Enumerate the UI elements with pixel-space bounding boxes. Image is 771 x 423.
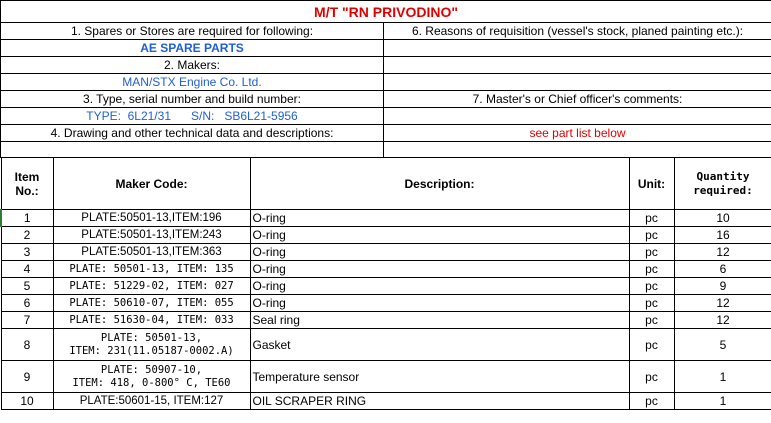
section-6-value: [384, 40, 771, 57]
description: Gasket: [250, 329, 629, 361]
item-no: 9: [1, 361, 53, 393]
table-row: [1, 393, 771, 410]
maker-code-line-2: ITEM: 231(11.05187-0002.A): [69, 344, 234, 357]
section-1-label: 1. Spares or Stores are required for following:: [1, 23, 384, 40]
maker-code: PLATE: 50501-13, ITEM: 135: [53, 261, 250, 278]
item-no: 10: [1, 393, 53, 410]
maker-code: PLATE:50601-15, ITEM:127: [53, 393, 250, 410]
unit: pc: [629, 261, 674, 278]
section-2-label: 2. Makers:: [1, 57, 384, 74]
item-no: 8: [1, 329, 53, 361]
unit: pc: [629, 361, 674, 393]
description: O-ring: [250, 227, 629, 244]
description: O-ring: [250, 278, 629, 295]
maker-code-line-1: PLATE: 50907-10,: [100, 363, 203, 376]
parts-table-header: [1, 158, 771, 210]
description: OIL SCRAPER RING: [250, 393, 629, 410]
section-3-label: 3. Type, serial number and build number:: [1, 91, 384, 108]
item-no: 3: [1, 244, 53, 261]
quantity: 12: [674, 295, 771, 312]
item-no: 5: [1, 278, 53, 295]
unit: pc: [629, 312, 674, 329]
unit: pc: [629, 244, 674, 261]
section-3-value: TYPE: 6L21/31 S/N: SB6L21-5956: [1, 108, 384, 125]
table-row: [1, 227, 771, 244]
section-7-blank: [384, 142, 771, 158]
header-description: Description:: [250, 158, 629, 210]
item-no: 1: [1, 210, 53, 227]
item-no: 4: [1, 261, 53, 278]
table-row: [1, 210, 771, 227]
maker-code: [53, 329, 250, 361]
description: O-ring: [250, 261, 629, 278]
quantity: 1: [674, 361, 771, 393]
section-1-value: AE SPARE PARTS: [1, 40, 384, 57]
table-row: [1, 295, 771, 312]
unit: pc: [629, 295, 674, 312]
section-4-blank: [1, 142, 384, 158]
description: Temperature sensor: [250, 361, 629, 393]
item-no: 7: [1, 312, 53, 329]
item-no: 2: [1, 227, 53, 244]
header-item-no: Item No.:: [1, 158, 53, 210]
section-6-value-2: [384, 57, 771, 74]
header-unit: Unit:: [629, 158, 674, 210]
quantity: 12: [674, 312, 771, 329]
description: O-ring: [250, 244, 629, 261]
description: Seal ring: [250, 312, 629, 329]
section-7-label: 7. Master's or Chief officer's comments:: [384, 91, 771, 108]
unit: pc: [629, 393, 674, 410]
table-row: [1, 278, 771, 295]
table-row: [1, 261, 771, 278]
quantity: 10: [674, 210, 771, 227]
table-row: [1, 244, 771, 261]
requisition-header-table: [0, 0, 771, 158]
item-no: 6: [1, 295, 53, 312]
unit: pc: [629, 329, 674, 361]
unit: pc: [629, 227, 674, 244]
maker-code: [53, 361, 250, 393]
quantity: 9: [674, 278, 771, 295]
section-4-value: see part list below: [384, 125, 771, 142]
maker-code: PLATE:50501-13,ITEM:363: [53, 244, 250, 261]
table-row: [1, 361, 771, 393]
maker-code: PLATE: 51630-04, ITEM: 033: [53, 312, 250, 329]
description: O-ring: [250, 210, 629, 227]
table-row: [1, 312, 771, 329]
table-row: [1, 329, 771, 361]
maker-code-line-1: PLATE: 50501-13,: [100, 331, 203, 344]
maker-code: PLATE: 50610-07, ITEM: 055: [53, 295, 250, 312]
vessel-title: M/T "RN PRIVODINO": [1, 1, 771, 23]
section-2-value: MAN/STX Engine Co. Ltd.: [1, 74, 384, 91]
parts-table: [0, 157, 771, 410]
section-6-value-3: [384, 74, 771, 91]
section-7-value: [384, 108, 771, 125]
section-4-label: 4. Drawing and other technical data and descriptions:: [1, 125, 384, 142]
quantity: 16: [674, 227, 771, 244]
header-quantity: Quantity required:: [674, 158, 771, 210]
section-6-label: 6. Reasons of requisition (vessel's stock, planed painting etc.):: [384, 23, 771, 40]
quantity: 1: [674, 393, 771, 410]
maker-code: PLATE:50501-13,ITEM:196: [53, 210, 250, 227]
quantity: 12: [674, 244, 771, 261]
header-maker-code: Maker Code:: [53, 158, 250, 210]
maker-code-line-2: ITEM: 418, 0-800° C, TE60: [72, 376, 231, 389]
maker-code: PLATE: 51229-02, ITEM: 027: [53, 278, 250, 295]
quantity: 5: [674, 329, 771, 361]
description: O-ring: [250, 295, 629, 312]
unit: pc: [629, 210, 674, 227]
maker-code: PLATE:50501-13,ITEM:243: [53, 227, 250, 244]
unit: pc: [629, 278, 674, 295]
quantity: 6: [674, 261, 771, 278]
